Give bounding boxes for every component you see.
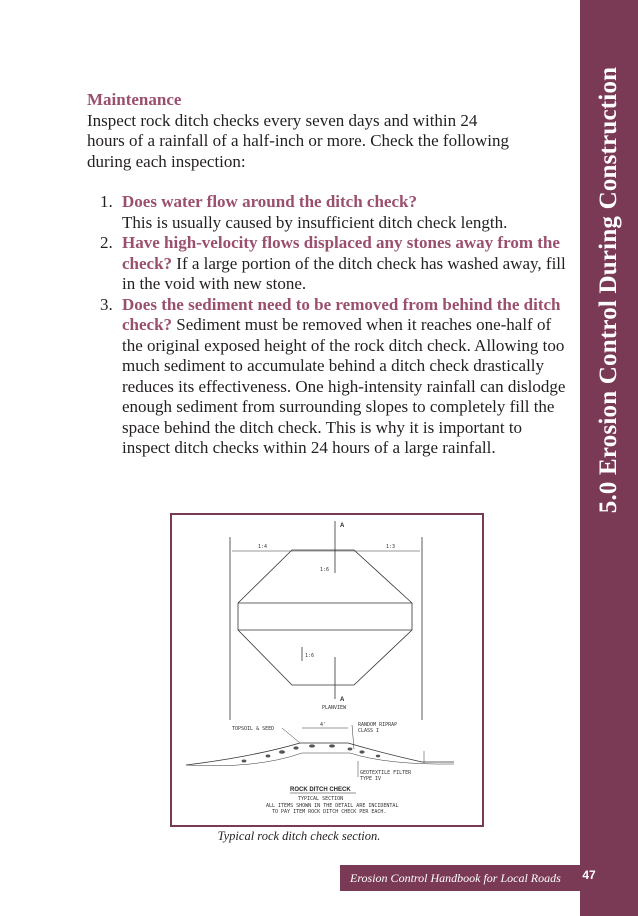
section-view <box>186 725 454 777</box>
slope-lower-label: 1:6 <box>305 653 315 659</box>
page-number: 47 <box>582 868 596 882</box>
note-line-2: TO PAY ITEM ROCK DITCH CHECK PER EACH. <box>272 809 387 815</box>
riprap-label: RANDOM RIPRAP <box>358 722 398 728</box>
width-label: 4' <box>320 722 327 728</box>
topsoil-label: TOPSOIL & SEED <box>232 726 275 732</box>
figure-title: ROCK DITCH CHECK <box>290 787 351 793</box>
list-item <box>87 192 572 233</box>
list-item <box>87 233 572 295</box>
item-number: 2. <box>100 233 113 252</box>
intro-line: during each inspection: <box>87 151 246 171</box>
item-question: Does the sediment need to be removed from behind the ditch check? <box>122 294 561 334</box>
inspection-list <box>87 192 572 459</box>
ditch-check-figure <box>170 513 484 827</box>
item-number: 3. <box>100 294 113 314</box>
plan-view <box>230 521 422 720</box>
item-number: 1. <box>100 192 113 211</box>
slope-mid-label: 1:6 <box>320 567 330 573</box>
riprap-class-label: CLASS I <box>358 728 380 734</box>
item-answer: This is usually caused by insufficient ditch check length. <box>122 212 508 232</box>
figure-caption: Typical rock ditch check section. <box>217 829 381 843</box>
item-answer: Sediment must be removed when it reaches one-half of the original exposed height of the rock ditch check. Allowing too much sediment to accumulate behind a ditch check drastically reduces its effectiveness. One high-intensity rainfall can dislodge enough sediment from surrounding slopes to completely fill the space behind the ditch check. This is why it is important to inspect ditch checks within 24 hours of a large rainfall. <box>122 315 566 457</box>
geotextile-label: GEOTEXTILE FILTER <box>360 770 412 776</box>
geotextile-type-label: TYPE IV <box>360 776 382 782</box>
chapter-title: 5.0 Erosion Control During Construction <box>595 66 622 514</box>
section-marker-bottom: A <box>340 697 345 703</box>
section-heading: Maintenance <box>87 90 182 109</box>
figure-subtitle: TYPICAL SECTION <box>298 796 344 802</box>
intro-line: hours of a rainfall of a half-inch or more. Check the following <box>87 131 510 150</box>
slope-right-label: 1:3 <box>386 544 396 550</box>
footer-title: Erosion Control Handbook for Local Roads <box>350 871 561 885</box>
note-line-1: ALL ITEMS SHOWN IN THE DETAIL ARE INCIDENTAL <box>266 803 399 809</box>
riprap-stones <box>242 744 381 762</box>
ditch-check-drawing <box>172 515 482 825</box>
plan-view-label: PLANVIEW <box>322 705 347 711</box>
main-content <box>87 90 572 459</box>
section-marker-top: A <box>340 523 345 529</box>
slope-left-label: 1:4 <box>258 544 268 550</box>
intro-paragraph <box>87 111 572 173</box>
intro-line: Inspect rock ditch checks every seven days and within 24 <box>87 110 478 130</box>
item-question: Does water flow around the ditch check? <box>122 192 417 211</box>
item-question: Have high-velocity flows displaced any stones away from the check? <box>122 233 560 273</box>
item-answer: If a large portion of the ditch check has washed away, fill in the void with new stone. <box>122 253 566 293</box>
list-item <box>87 295 572 459</box>
